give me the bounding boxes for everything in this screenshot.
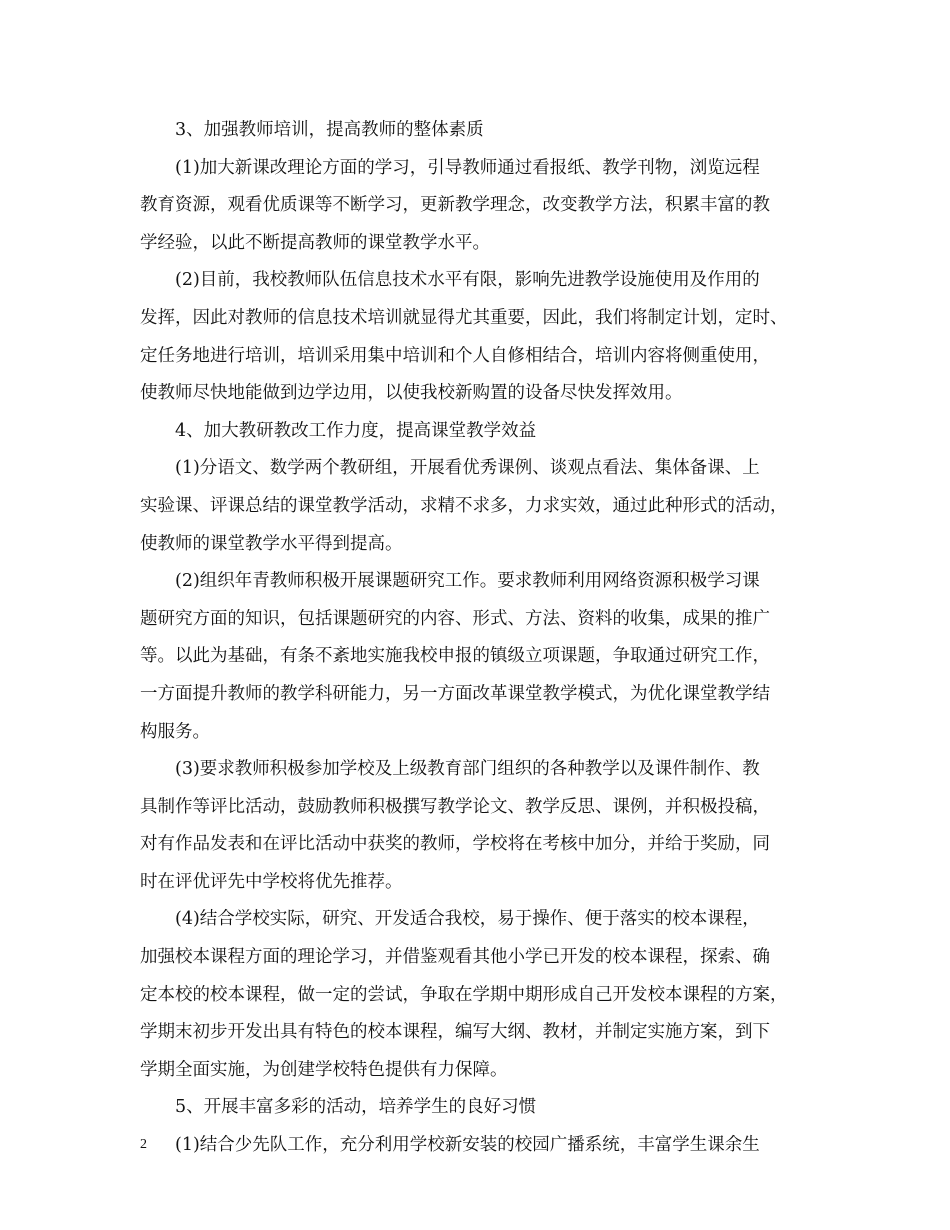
document-body	[140, 115, 830, 1168]
text-line: 发挥，因此对教师的信息技术培训就显得尤其重要，因此，我们将制定计划，定时、	[140, 307, 788, 328]
text-line: 学期末初步开发出具有特色的校本课程，编写大纲、教材，并制定实施方案，到下	[140, 1022, 770, 1043]
text-line: 使教师尽快地能做到边学边用，以使我校新购置的设备尽快发挥效用。	[140, 383, 683, 404]
text-line: (1)结合少先队工作，充分利用学校新安装的校园广播系统，丰富学生课余生	[175, 1135, 760, 1156]
text-line: (4)结合学校实际，研究、开发适合我校，易于操作、便于落实的校本课程，	[175, 909, 760, 930]
text-line: 定本校的校本课程，做一定的尝试，争取在学期中期形成自己开发校本课程的方案，	[140, 984, 788, 1005]
text-line: 学期全面实施，为创建学校特色提供有力保障。	[140, 1059, 508, 1080]
text-line: 加强校本课程方面的理论学习，并借鉴观看其他小学已开发的校本课程，探索、确	[140, 947, 770, 968]
text-line: 具制作等评比活动，鼓励教师积极撰写教学论文、教学反思、课例，并积极投稿，	[140, 796, 770, 817]
text-line: (3)要求教师积极参加学校及上级教育部门组织的各种教学以及课件制作、教	[175, 759, 760, 780]
text-line: 等。以此为基础，有条不紊地实施我校申报的镇级立项课题，争取通过研究工作，	[140, 646, 770, 667]
text-line: 对有作品发表和在评比活动中获奖的教师，学校将在考核中加分，并给于奖励，同	[140, 834, 770, 855]
text-line: 3、加强教师培训，提高教师的整体素质	[175, 120, 484, 140]
text-line: 4、加大教研教改工作力度，提高课堂教学效益	[175, 420, 537, 441]
page-number: 2	[140, 1137, 147, 1152]
text-line: (1)分语文、数学两个教研组，开展看优秀课例、谈观点看法、集体备课、上	[175, 458, 760, 479]
text-line: 题研究方面的知识，包括课题研究的内容、形式、方法、资料的收集，成果的推广	[140, 608, 770, 629]
text-line: 使教师的课堂教学水平得到提高。	[140, 533, 403, 554]
text-line: 构服务。	[140, 721, 210, 742]
text-line: 实验课、评课总结的课堂教学活动，求精不求多，力求实效，通过此种形式的活动，	[140, 495, 788, 516]
text-line: (2)组织年青教师积极开展课题研究工作。要求教师利用网络资源积极学习课	[175, 571, 760, 592]
text-line: 一方面提升教师的教学科研能力，另一方面改革课堂教学模式，为优化课堂教学结	[140, 683, 770, 704]
text-line: 5、开展丰富多彩的活动，培养学生的良好习惯	[175, 1097, 537, 1118]
text-line: 定任务地进行培训，培训采用集中培训和个人自修相结合，培训内容将侧重使用，	[140, 345, 770, 366]
text-line: 学经验，以此不断提高教师的课堂教学水平。	[140, 232, 490, 253]
text-line: 教育资源，观看优质课等不断学习，更新教学理念，改变教学方法，积累丰富的教	[140, 195, 770, 216]
text-line: (1)加大新课改理论方面的学习，引导教师通过看报纸、教学刊物，浏览远程	[175, 157, 760, 178]
text-line: 时在评优评先中学校将优先推荐。	[140, 871, 403, 892]
text-line: (2)目前，我校教师队伍信息技术水平有限，影响先进教学设施使用及作用的	[175, 270, 760, 291]
